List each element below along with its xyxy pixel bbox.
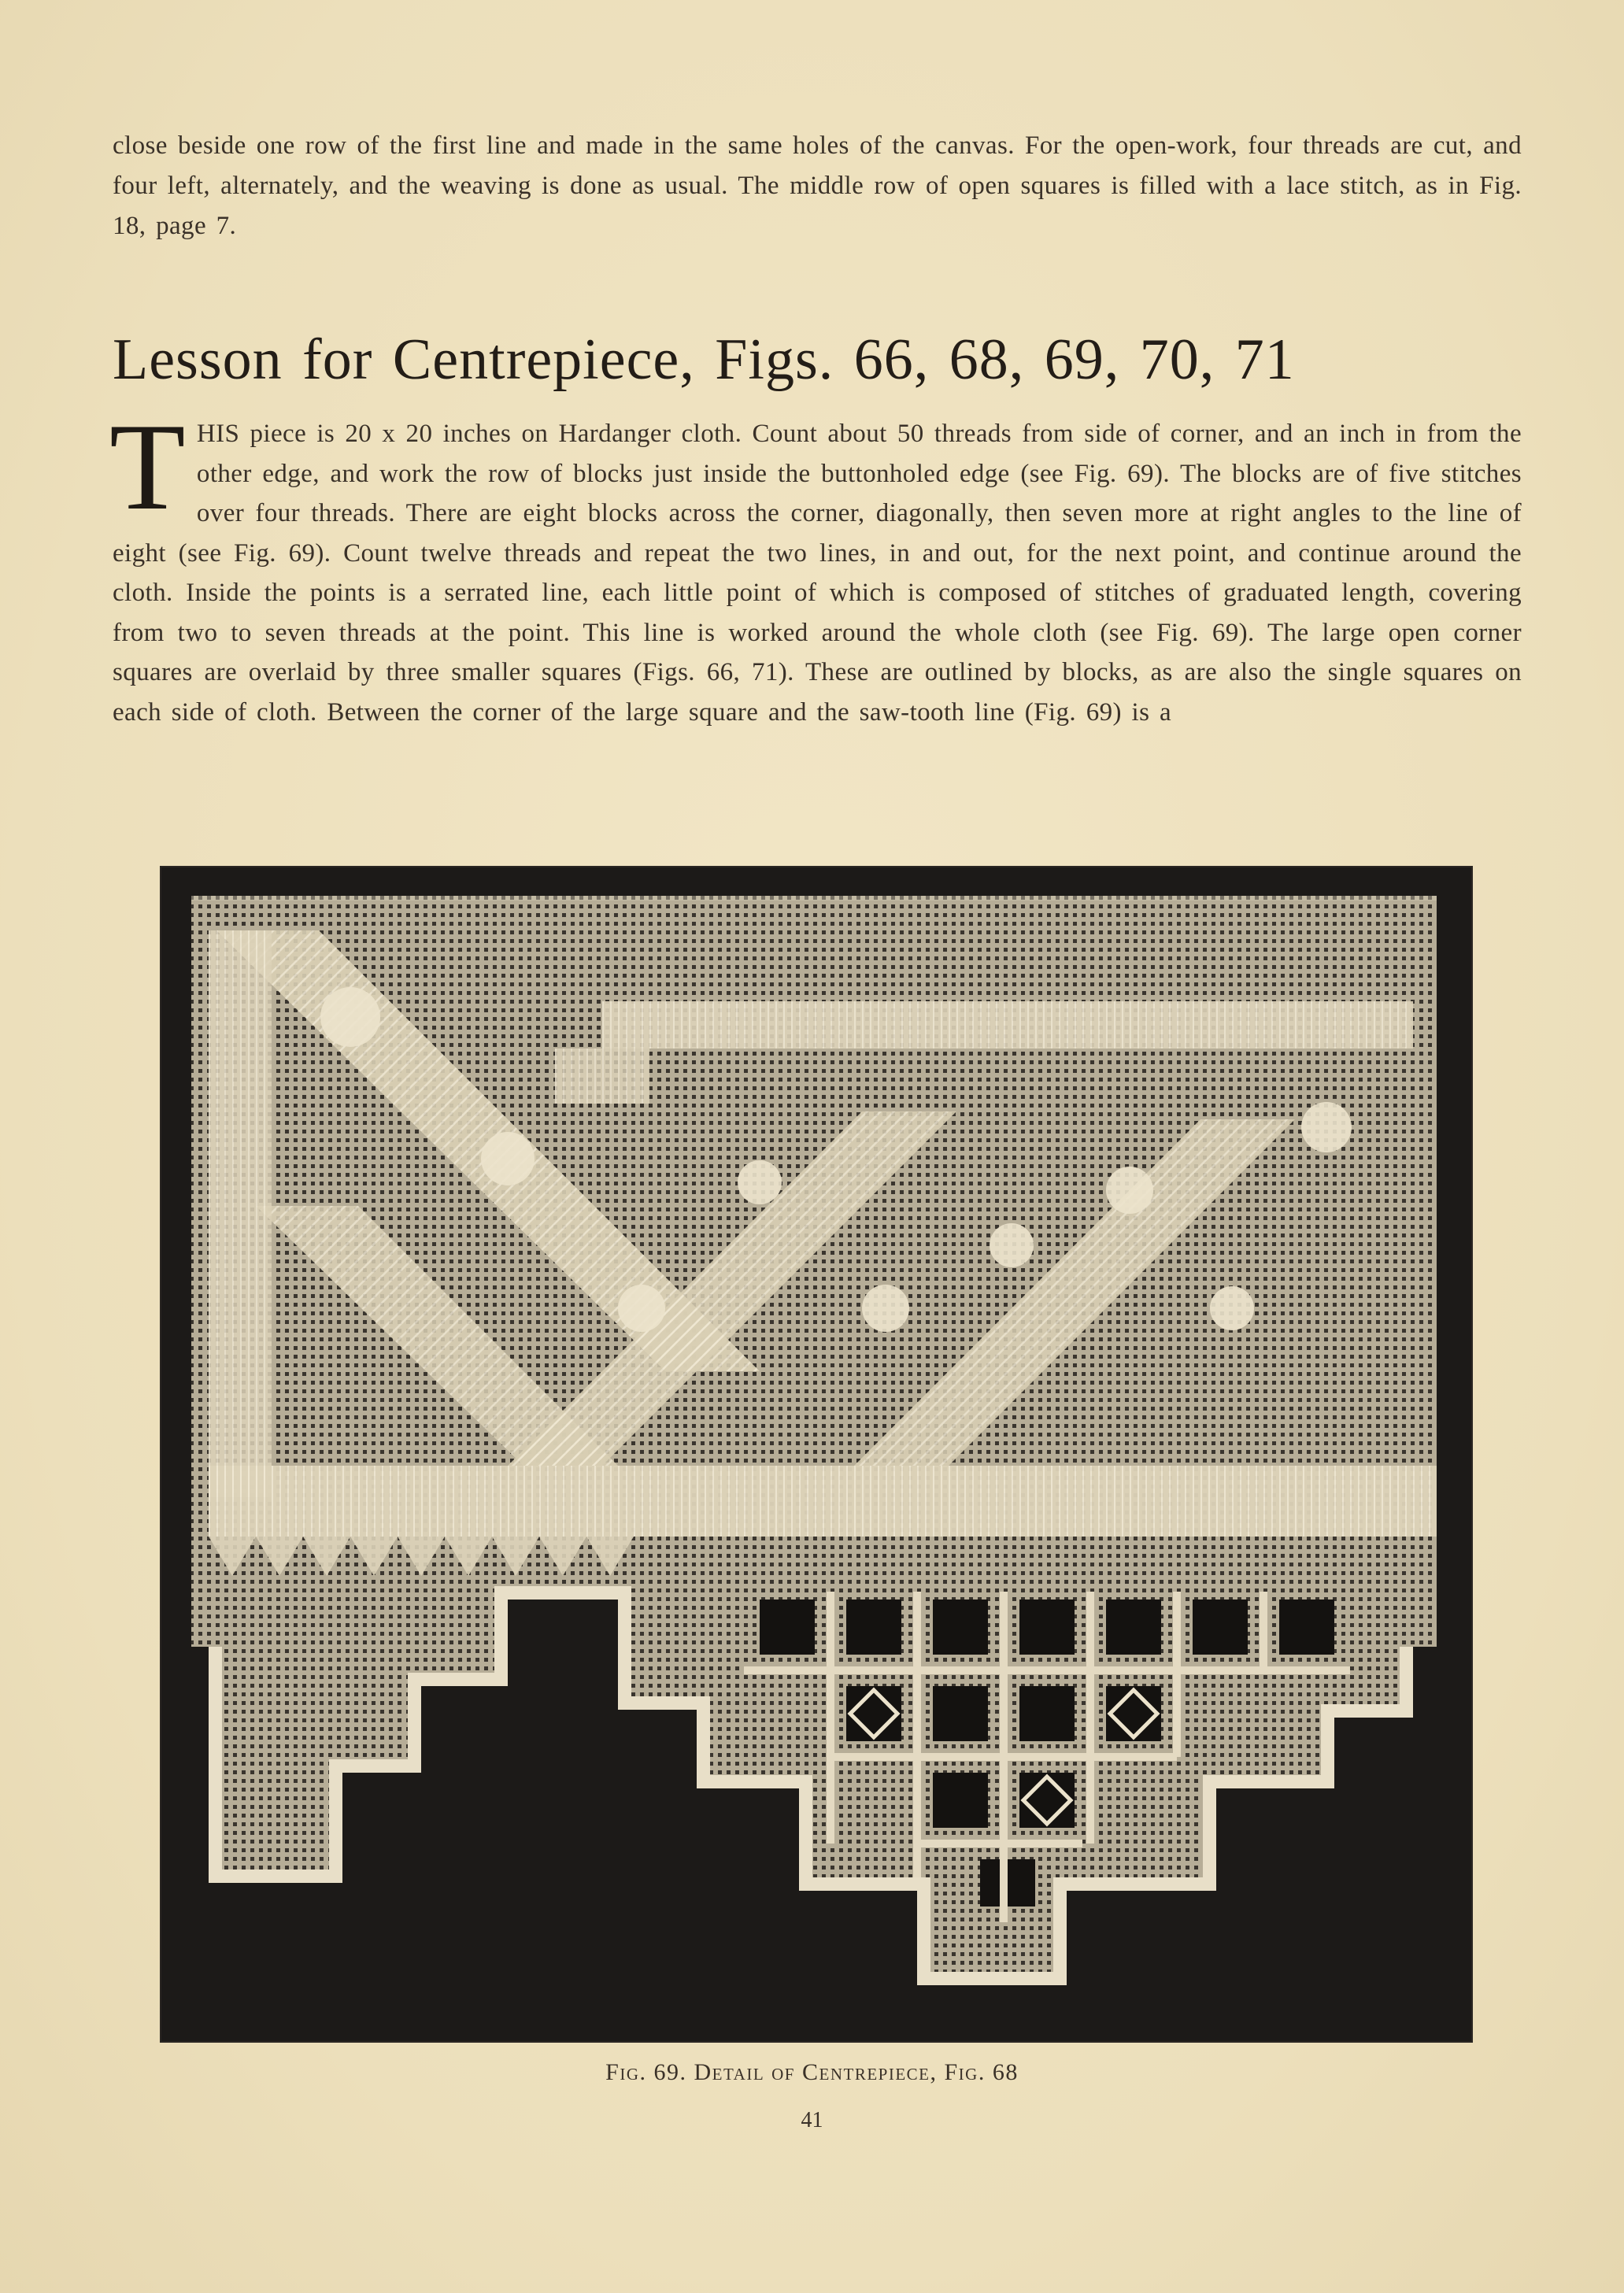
lesson-body-text: HIS piece is 20 x 20 inches on Hardanger cloth. Count about 50 threads from side of corner, and an inch in from the other edge, and work the row of blocks just inside the buttonholed edge (see Fig. 69). The blocks are of five stitches over four threads. There are eight blocks across the corner, diagonally, then seven more at right angles to the line of eight (see Fig. 69). Count twelve threads and repeat the two lines, in and out, for the next point, and continue around the cloth. Inside the points is a serrated line, each little point of which is composed of stitches of graduated length, covering from two to seven threads at the point. This line is worked around the whole cloth (see Fig. 69). The large open corner squares are overlaid by three smaller squares (Figs. 66, 71). These are outlined by blocks, as are also the single squares on each side of cloth. Between the corner of the large square and the saw-tooth line (Fig. 69) is a	[113, 420, 1522, 727]
drop-cap: T	[109, 398, 186, 536]
intro-paragraph: close beside one row of the first line and made in the same holes of the canvas. For the open-work, four threads are cut, and four left, alternately, and the weaving is done as usual. The middle row of open squares is filled with a lace stitch, as in Fig. 18, page 7.	[113, 131, 1522, 240]
figure-caption: Fig. 69. Detail of Centrepiece, Fig. 68	[605, 2059, 1019, 2085]
lesson-heading: Lesson for Centrepiece, Figs. 66, 68, 69, 70, 71	[113, 327, 1295, 392]
embroidery-illustration	[161, 867, 1471, 2041]
centrepiece-photo	[161, 867, 1471, 2041]
lesson-body	[109, 398, 1522, 732]
page-number: 41	[801, 2108, 823, 2132]
